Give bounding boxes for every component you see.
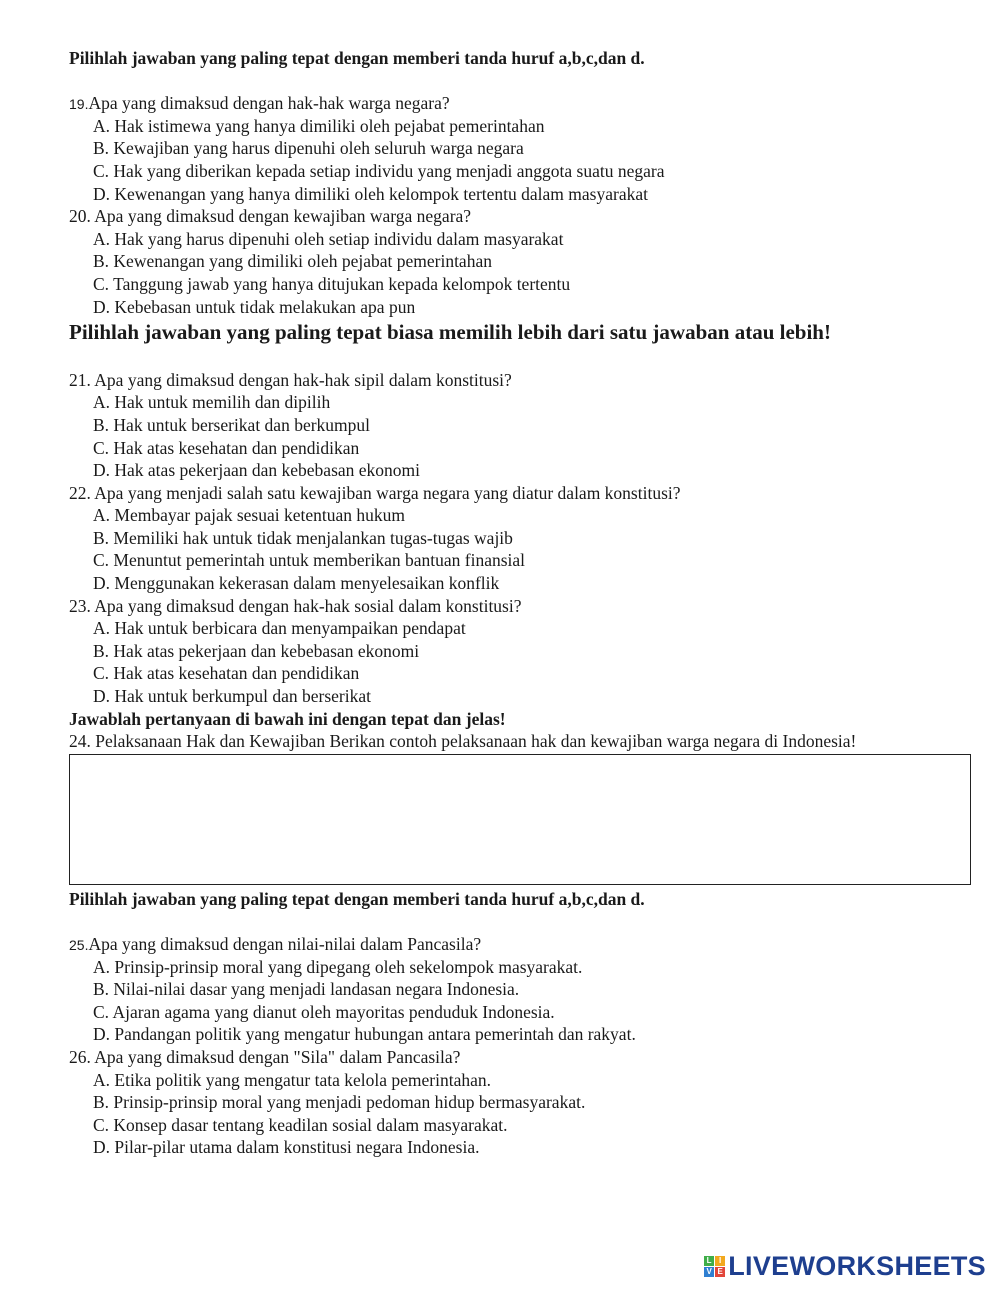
question-25 bbox=[69, 933, 974, 956]
question-23 bbox=[69, 595, 974, 618]
section4-instruction: Pilihlah jawaban yang paling tepat dengan memberi tanda huruf a,b,c,dan d. bbox=[69, 888, 645, 909]
section1-instruction: Pilihlah jawaban yang paling tepat dengan memberi tanda huruf a,b,c,dan d. bbox=[69, 48, 645, 68]
section3-instruction: Jawablah pertanyaan di bawah ini dengan tepat dan jelas! bbox=[69, 708, 506, 729]
option-25b[interactable]: B. Nilai-nilai dasar yang menjadi landasan negara Indonesia. bbox=[93, 979, 520, 1000]
question-number: 26. bbox=[69, 1046, 91, 1067]
option-20a[interactable]: A. Hak yang harus dipenuhi oleh setiap individu dalam masyarakat bbox=[93, 228, 564, 249]
option-26d[interactable]: D. Pilar-pilar utama dalam konstitusi negara Indonesia. bbox=[93, 1137, 480, 1158]
option-23b[interactable]: B. Hak atas pekerjaan dan kebebasan ekonomi bbox=[93, 640, 420, 661]
logo-letter-l: L bbox=[704, 1256, 714, 1266]
option-20d[interactable]: D. Kebebasan untuk tidak melakukan apa pun bbox=[93, 296, 416, 317]
option-22b[interactable]: B. Memiliki hak untuk tidak menjalankan tugas-tugas wajib bbox=[93, 527, 513, 548]
option-25c[interactable]: C. Ajaran agama yang dianut oleh mayoritas penduduk Indonesia. bbox=[93, 1001, 555, 1022]
option-19b[interactable]: B. Kewajiban yang harus dipenuhi oleh seluruh warga negara bbox=[93, 138, 524, 159]
option-19d[interactable]: D. Kewenangan yang hanya dimiliki oleh kelompok tertentu dalam masyarakat bbox=[93, 183, 648, 204]
liveworksheets-logo[interactable] bbox=[704, 1251, 986, 1282]
logo-letter-v: V bbox=[704, 1267, 714, 1277]
question-number: 20. bbox=[69, 206, 91, 227]
question-text: Apa yang dimaksud dengan "Sila" dalam Pancasila? bbox=[94, 1046, 461, 1067]
option-22a[interactable]: A. Membayar pajak sesuai ketentuan hukum bbox=[93, 505, 405, 526]
question-number: 21. bbox=[69, 369, 91, 390]
option-21c[interactable]: C. Hak atas kesehatan dan pendidikan bbox=[93, 437, 360, 458]
option-21a[interactable]: A. Hak untuk memilih dan dipilih bbox=[93, 392, 331, 413]
question-text: Apa yang dimaksud dengan hak-hak warga negara? bbox=[88, 93, 450, 114]
question-text: Apa yang menjadi salah satu kewajiban warga negara yang diatur dalam konstitusi? bbox=[94, 482, 681, 503]
option-20c[interactable]: C. Tanggung jawab yang hanya ditujukan kepada kelompok tertentu bbox=[93, 273, 571, 294]
worksheet-page bbox=[69, 47, 974, 1159]
question-number: 25. bbox=[69, 937, 89, 953]
question-text: Apa yang dimaksud dengan hak-hak sosial dalam konstitusi? bbox=[94, 595, 522, 616]
logo-letter-e: E bbox=[715, 1267, 725, 1277]
option-20b[interactable]: B. Kewenangan yang dimiliki oleh pejabat pemerintahan bbox=[93, 251, 492, 272]
answer-24-textbox[interactable] bbox=[69, 754, 971, 885]
question-number: 19. bbox=[69, 96, 89, 113]
option-22d[interactable]: D. Menggunakan kekerasan dalam menyelesaikan konflik bbox=[93, 573, 500, 594]
option-26b[interactable]: B. Prinsip-prinsip moral yang menjadi pedoman hidup bermasyarakat. bbox=[93, 1092, 586, 1113]
question-number: 22. bbox=[69, 482, 91, 503]
question-26 bbox=[69, 1046, 974, 1069]
option-23d[interactable]: D. Hak untuk berkumpul dan berserikat bbox=[93, 686, 371, 707]
question-19 bbox=[69, 92, 974, 115]
option-23a[interactable]: A. Hak untuk berbicara dan menyampaikan pendapat bbox=[93, 618, 466, 639]
option-22c[interactable]: C. Menuntut pemerintah untuk memberikan bantuan finansial bbox=[93, 550, 526, 571]
option-19a[interactable]: A. Hak istimewa yang hanya dimiliki oleh pejabat pemerintahan bbox=[93, 115, 545, 136]
option-25d[interactable]: D. Pandangan politik yang mengatur hubungan antara pemerintah dan rakyat. bbox=[93, 1024, 636, 1045]
question-text: Apa yang dimaksud dengan nilai-nilai dalam Pancasila? bbox=[88, 934, 482, 954]
option-26a[interactable]: A. Etika politik yang mengatur tata kelola pemerintahan. bbox=[93, 1069, 491, 1090]
logo-text: LIVEWORKSHEETS bbox=[728, 1251, 986, 1281]
logo-letter-i: I bbox=[715, 1256, 725, 1266]
question-text: Apa yang dimaksud dengan kewajiban warga negara? bbox=[94, 206, 472, 227]
option-25a[interactable]: A. Prinsip-prinsip moral yang dipegang oleh sekelompok masyarakat. bbox=[93, 956, 583, 977]
question-text: Apa yang dimaksud dengan hak-hak sipil dalam konstitusi? bbox=[94, 369, 512, 390]
question-number: 23. bbox=[69, 595, 91, 616]
question-21 bbox=[69, 369, 974, 392]
question-24: 24. Pelaksanaan Hak dan Kewajiban Berikan contoh pelaksanaan hak dan kewajiban warga negara di Indonesia! bbox=[69, 731, 857, 752]
section2-instruction: Pilihlah jawaban yang paling tepat biasa memilih lebih dari satu jawaban atau lebih! bbox=[69, 320, 831, 345]
option-19c[interactable]: C. Hak yang diberikan kepada setiap individu yang menjadi anggota suatu negara bbox=[93, 160, 665, 181]
liveworksheets-mark-icon bbox=[704, 1256, 725, 1277]
question-20 bbox=[69, 205, 974, 228]
option-26c[interactable]: C. Konsep dasar tentang keadilan sosial dalam masyarakat. bbox=[93, 1114, 508, 1135]
option-21d[interactable]: D. Hak atas pekerjaan dan kebebasan ekonomi bbox=[93, 460, 421, 481]
question-22 bbox=[69, 482, 974, 505]
option-21b[interactable]: B. Hak untuk berserikat dan berkumpul bbox=[93, 414, 371, 435]
option-23c[interactable]: C. Hak atas kesehatan dan pendidikan bbox=[93, 663, 360, 684]
